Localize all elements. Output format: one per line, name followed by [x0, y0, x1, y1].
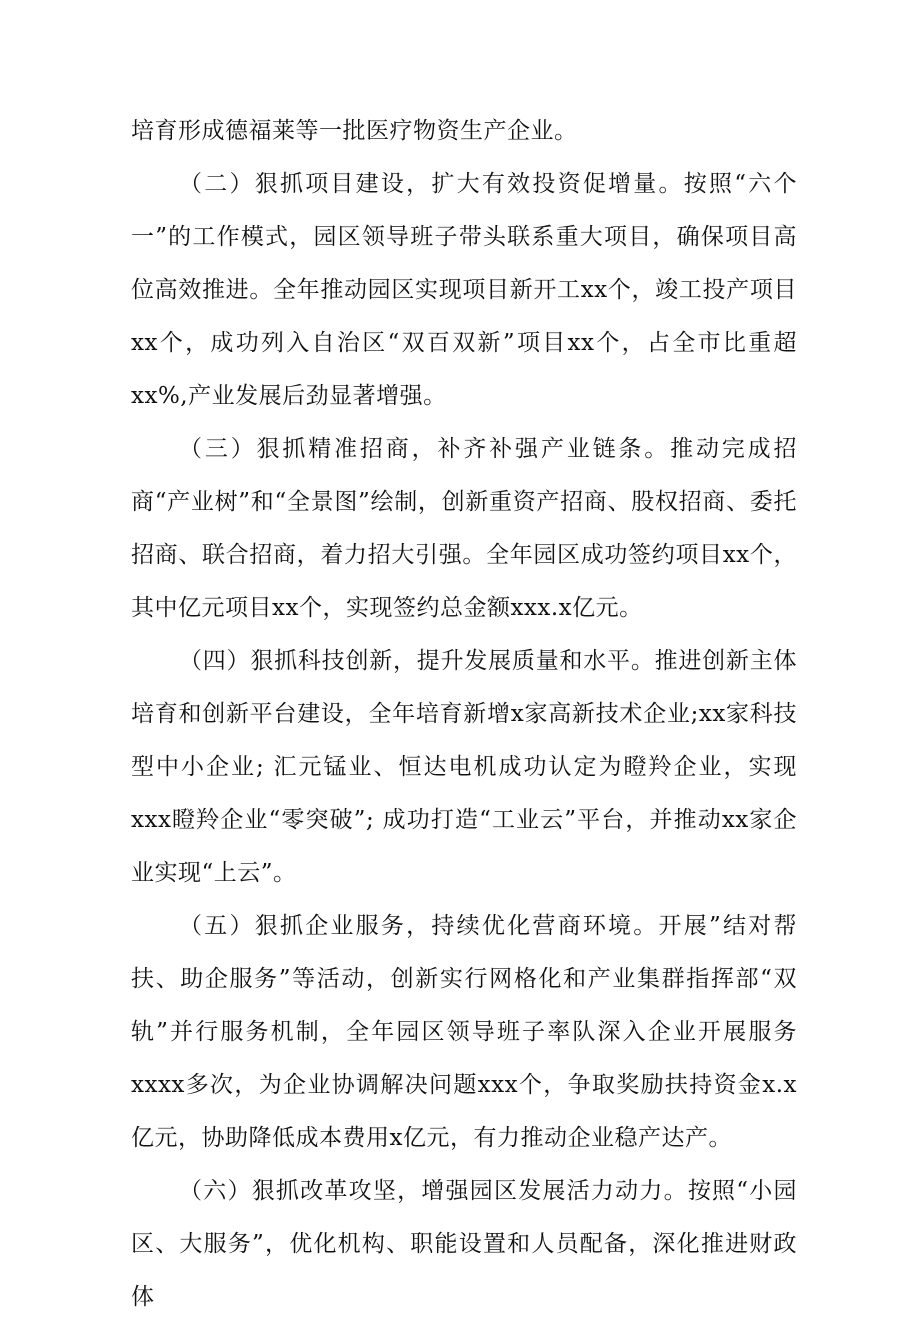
paragraph-enterprise-service: （五）狠抓企业服务，持续优化营商环境。开展”结对帮扶、助企服务”等活动，创新实行网格化和产业集群指挥部“双轨”并行服务机制，全年园区领导班子率队深入企业开展服务xxxx多次，为企业协调解决问题xxx个，争取奖励扶持资金x.x亿元，协助降低成本费用x亿元，有力推动企业稳产达产。 [131, 913, 797, 1151]
paragraph-reform: （六）狠抓改革攻坚，增强园区发展活力动力。按照“小园区、大服务”，优化机构、职能设置和人员配备，深化推进财政体 [131, 1178, 797, 1310]
paragraph-intro-continuation: 培育形成德福莱等一批医疗物资生产企业。 [131, 118, 578, 144]
document-body [131, 105, 797, 1324]
paragraph-technology-innovation: （四）狠抓科技创新，提升发展质量和水平。推进创新主体培育和创新平台建设，全年培育新增x家高新技术企业;xx家科技型中小企业; 汇元锰业、恒达电机成功认定为瞪羚企业，实现xxx瞪羚企业“零突破”; 成功打造“工业云”平台，并推动xx家企业实现“上云”。 [131, 648, 797, 886]
paragraph-investment-attraction: （三）狠抓精准招商，补齐补强产业链条。推动完成招商“产业树”和“全景图”绘制，创新重资产招商、股权招商、委托招商、联合招商，着力招大引强。全年园区成功签约项目xx个，其中亿元项目xx个，实现签约总金额xxx.x亿元。 [131, 436, 797, 621]
paragraph-project-construction: （二）狠抓项目建设，扩大有效投资促增量。按照“六个一”的工作模式，园区领导班子带头联系重大项目，确保项目高位高效推进。全年推动园区实现项目新开工xx个，竣工投产项目xx个，成功列入自治区“双百双新”项目xx个，占全市比重超xx%,产业发展后劲显著增强。 [131, 171, 797, 409]
